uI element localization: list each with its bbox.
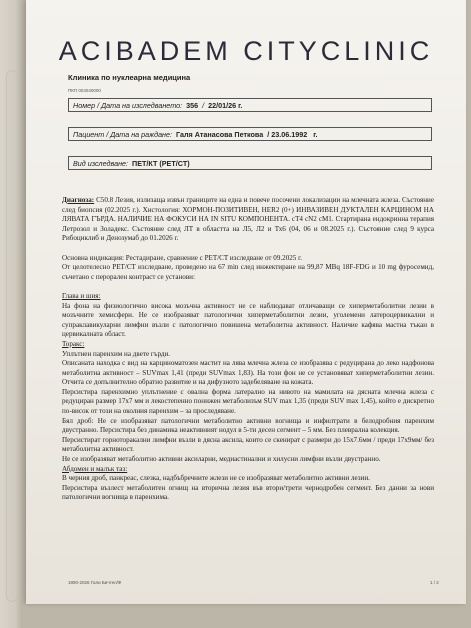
procedure-text: От целотелесно PET/CT изследване, проведено на 67 min след инжектиране на 99,87 MBq 18F-FDG и 10 mg фуросемид, съчетано с перорален контраст се установи: bbox=[62, 263, 434, 281]
head-neck-text: На фона на физиологично висока мозъчна активност не се наблюдават отличаващи се хиперметаболитни лезии в мозъчните хемисфери. Не се изобразяват патологични хиперметаболитни лезии, уголемени латероцервикални и супраклавикуларни лимфни възли с патологично повишена метаболитна активност. Наличие кафява мастна тъкан в цервикалната област. bbox=[62, 301, 434, 339]
exam-number-label: Номер / Дата на изследването: bbox=[73, 101, 183, 110]
folder-cover bbox=[0, 0, 22, 628]
thorax-text-3: Персистира паренхимно уплътнение с овална форма латерално на нивото на мамилата на дясната млечна жлеза с редуциран размер 17х7 мм и лекостепенно понижен метаболизъм SUV max 1,35 (преди SUV max 1,45), който е дискретно по-висок от този на околния паренхим – за проследяване. bbox=[62, 387, 434, 416]
diagnosis-label: Диагноза: bbox=[62, 196, 95, 204]
thorax-text-5: Персистират горноторакални лимфни възли в дясна аксила, които се скенират с размери до 15х7.6мм / преди 17х9мм/ без метаболитна активност. bbox=[62, 435, 434, 454]
thorax-text-4: Бял дроб: Не се изобразяват патологични метаболитно активни вогнища и инфилтрати в белодробния паренхим двустранно. Персистира без динамика неактивният нодул в 5-ти десен сегмент – 5 мм. Без плеврална колекция. bbox=[62, 416, 434, 435]
report-body bbox=[62, 196, 434, 503]
abdomen-text-1: В черния дроб, панкреас, слезка, надбъбречните жлези не се изобразяват метаболитно активни лезии. bbox=[62, 474, 370, 483]
thorax-text-6: Не се изобразяват метаболитно активни аксиларни, медиастинални и хилусни лимфни възли двустранно. bbox=[62, 455, 381, 464]
patient-name: Галя Атанасова Петкова bbox=[176, 130, 264, 139]
patient-box: Пациент / Дата на раждане: Галя Атанасова Петкова / 23.06.1992 г. bbox=[68, 127, 432, 141]
clinic-logo: ACIBADEM CITYCLINIC bbox=[58, 36, 434, 66]
thorax-text-2: Описаната находка с вид на карциноматозен мастит на лява млечна жлеза се изобразява с редуцирана до леко надфонова метаболитна активност – SUVmax 1,41 (преди SUVmax 1,83). На този фон не се установяват хиперметаболитни лезии. Отчита се допълнително обратно развитие и на дифузното задебеляване на кожата. bbox=[62, 359, 434, 387]
diagnosis-text: C50.8 Лезия, излизаща извън границите на една и повече посочени локализации на млечната жлеза. Състояние след биопсия (02.2025 г.). Хистология: ХОРМОН-ПОЗИТИВЕН, HER2 (0+) ИНВАЗИВЕН ДУКТАЛЕН КАРЦИНОМ НА ЛЯВАТА ГЪРДА. НАЛИЧИЕ НА ФОКУСИ НА IN SITU КОМПОНЕНТА. cT4 cN2 cM1. Стартирана ендокринна терапия Летрозол и Золадекс. Състояние след ЛТ в областта на Л5, Л2 и Тх6 (04, 06 и 08.2025 г.). Състояние след 9 курса Рибоциклиб и Денозумаб до 01.2026 г. bbox=[62, 196, 434, 243]
patient-label: Пациент / Дата на раждане: bbox=[73, 130, 173, 139]
thorax-heading: Торакс: bbox=[62, 339, 85, 348]
head-neck-heading: Глава и шия: bbox=[62, 291, 101, 300]
footer-code: 1890-2026 Гали Бичтел/Ф bbox=[68, 580, 122, 585]
page-number: 1 / 2 bbox=[430, 580, 439, 585]
exam-number: 356 bbox=[186, 101, 199, 110]
exam-type-label: Вид изследване: bbox=[73, 159, 129, 168]
folder-edge bbox=[6, 70, 18, 602]
department-name: Клиника по нуклеарна медицина bbox=[68, 73, 191, 82]
exam-number-box: Номер / Дата на изследването: 356 / 22/01/26 г. bbox=[68, 98, 432, 112]
indication-text: Основна индикация: Рестадиране, сравнение с PET/CT изследване от 09.2025 г. bbox=[62, 253, 302, 262]
exam-date: 22/01/26 г. bbox=[208, 101, 243, 110]
birth-date: 23.06.1992 bbox=[271, 130, 308, 139]
abdomen-heading: Абдомен и малък таз: bbox=[62, 464, 128, 473]
thorax-text-1: Уплътнен паренхим на двете гърди. bbox=[62, 349, 171, 358]
form-code: ПКП 004040000 bbox=[68, 88, 101, 93]
birth-date-suffix: г. bbox=[313, 130, 318, 139]
diagnosis-paragraph bbox=[62, 196, 434, 244]
exam-type-box bbox=[68, 156, 432, 170]
report-page bbox=[26, 0, 466, 604]
exam-type: ПЕТ/КТ (PET/CT) bbox=[132, 159, 190, 168]
abdomen-text-2: Персистира възлест метаболитен огнищ на вторична лезия във втори/трети чернодробен сегмент. Без данни за нови патологични вогнища в паренхима. bbox=[62, 483, 434, 502]
